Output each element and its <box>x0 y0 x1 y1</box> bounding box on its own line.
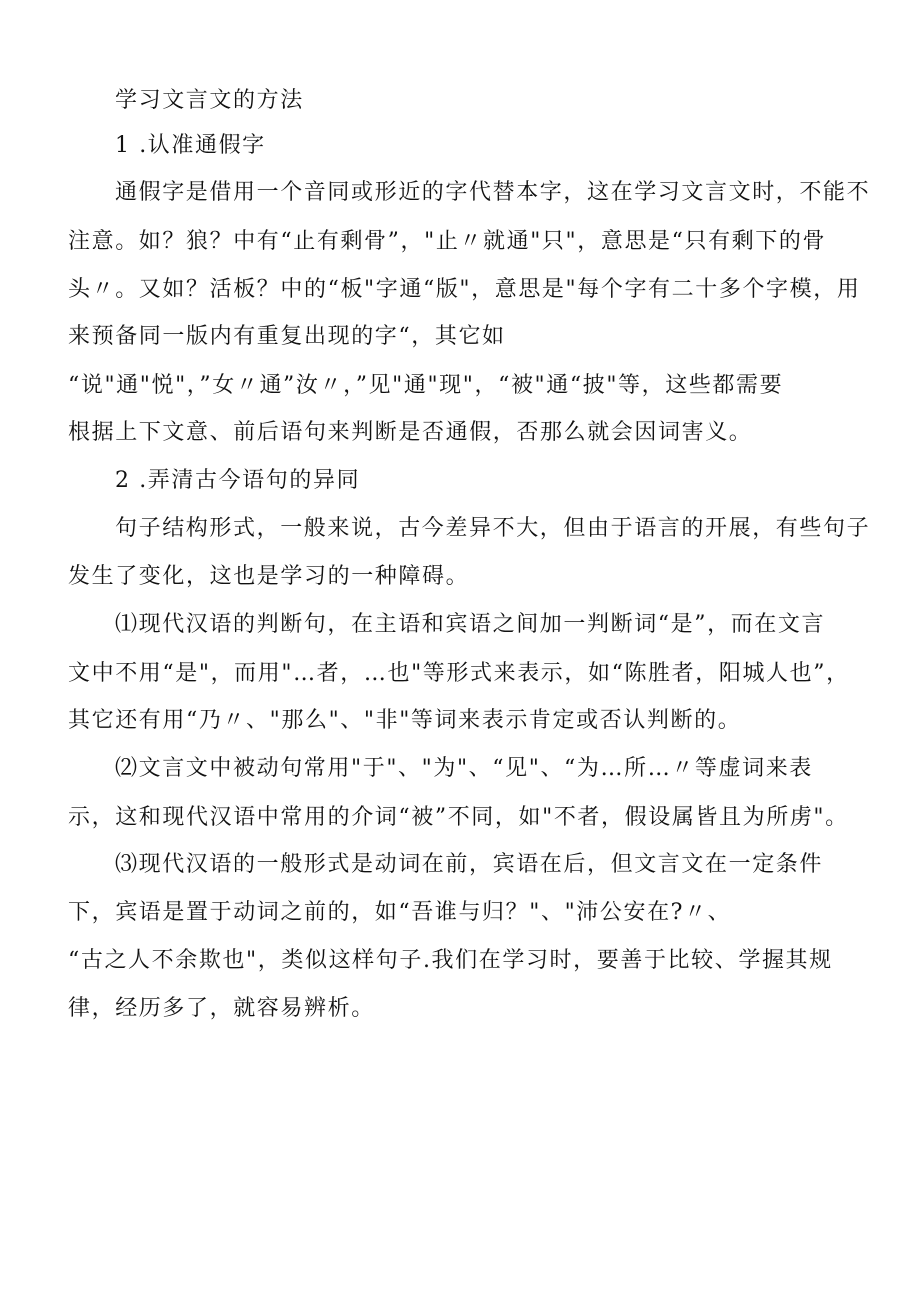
document-title: 学习文言文的方法 <box>115 88 304 113</box>
paragraph-line: 句子结构形式，一般来说，古今差异不大，但由于语言的开展，有些句子 <box>115 516 871 541</box>
list-item-line: 下，宾语是置于动词之前的，如“吾谁与归？"、"沛公安在?〃、 <box>68 900 732 925</box>
list-item-line: 其它还有用“乃〃、"那么"、"非"等词来表示肯定或否认判断的。 <box>68 708 742 733</box>
paragraph-line: “说"通"悦"，”女〃通”汝〃，”见"通"现"，“被"通“披"等，这些都需要 <box>68 373 784 398</box>
list-item-line: ⑵文言文中被动句常用"于"、"为"、“见"、“为…所…〃等虚词来表 <box>115 756 813 781</box>
paragraph-line: 发生了变化，这也是学习的一种障碍。 <box>68 564 470 589</box>
list-item-line: ⑴现代汉语的判断句，在主语和宾语之间加一判断词“是”，而在文言 <box>115 612 826 637</box>
list-item-line: 示，这和现代汉语中常用的介词“被”不同，如"不者，假设属皆且为所虏"。 <box>68 805 849 830</box>
list-item-line: 文中不用“是"，而用"…者，…也"等形式来表示，如“陈胜者，阳城人也”， <box>68 661 850 686</box>
section2-heading: 2 .弄清古今语句的异同 <box>115 468 361 493</box>
paragraph-line: 头〃。又如？活板？中的“板"字通“版"，意思是"每个字有二十多个字模，用 <box>68 277 861 302</box>
paragraph-line: 根据上下文意、前后语句来判断是否通假，否那么就会因词害义。 <box>68 420 753 445</box>
list-item-line: “古之人不余欺也"，类似这样句子.我们在学习时，要善于比较、学握其规 <box>68 948 833 973</box>
paragraph-line: 注意。如？狼？中有“止有剩骨”，"止〃就通"只"，意思是“只有剩下的骨 <box>68 229 827 254</box>
list-item-line: ⑶现代汉语的一般形式是动词在前，宾语在后，但文言文在一定条件 <box>115 852 824 877</box>
paragraph-line: 来预备同一版内有重复出现的字“，其它如 <box>68 324 506 349</box>
paragraph-line: 通假字是借用一个音同或形近的字代替本字，这在学习文言文时，不能不 <box>115 180 871 205</box>
list-item-line: 律，经历多了，就容易辨析。 <box>68 996 375 1021</box>
section1-heading: 1 .认准通假字 <box>115 133 266 158</box>
